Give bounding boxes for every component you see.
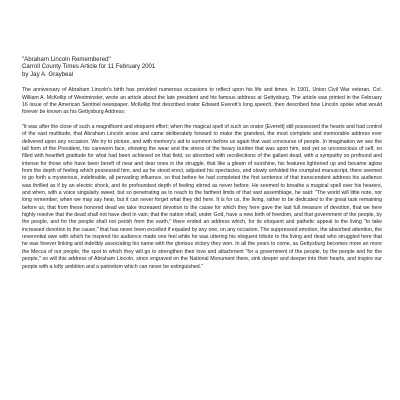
paragraph-intro: The anniversary of Abraham Lincoln's birth has provided numerous occasions to reflect upon his life and times. In 1901, Union Civil War veteran, Col. William A. McKellip of Westminster, wrote an article about the late president and his famous address at Gettysburg. The article was printed in the February 16 issue of the American Sentinel newspaper. McKellip first described orator Edward Everett's long speech, then described how Lincoln spoke what would forever be known as his Gettysburg Address: bbox=[22, 87, 382, 116]
article-header bbox=[22, 56, 382, 78]
article-byline: by Jay A. Graybeal bbox=[22, 70, 74, 78]
article-title: "Abraham Lincoln Remembered" bbox=[22, 56, 111, 63]
paragraph-quote: "It was after the close of such a magnificent and eloquent effort; when the magical spell of such an orator [Everett] still possessed the hearts and had control of the vast multitude, that Abraham Lincoln arose and came deliberately forward to make the grandest, the most complete and memorable address ever delivered upon any occasion. We try to picture, and with memory's aid to summon before us again that vast concourse of people. In imagination we see the tall form of the President, his careworn face, showing the wear and the stress of the heavy burden that was upon him, and yet so unconscious of self, so filled with heartfelt gratitude for what had been achieved on that field, so absorbed with recollections of the gallant dead, with a sympathy so profound and intense for those who have been bereft of near and dear ones in the struggle, that like a gleam of sunshine, his features lightened up and became aglow from the depth of feeling which possessed him, and as he stood erect, adjusted his spectacles, and slowly unfolded the crumpled manuscript, there seemed to go forth a mysterious, indefinable, all pervading influence, so that before he had completed the first sentence of that transcendent address his audience was thrilled as if by an electric shock, and its profoundest depth of feeling stirred as never before. He seemed to breathe a magical spell over his hearers, and when, with a voice singularly sweet, but so penetrating as to reach to the farthest limits of that vast assemblage, he said: "The world will little note, nor long remember, when we may say hear, but it can never forget what they did here. It is for us, the living, rather to be dedicated to the great task remaining before us, that from these honored dead we take increased devotion to the cause for which they here gave the last full measure of devotion, that we here highly resolve that the dead shall not have died in vain; that the nation shall, under God, have a new birth of freedom, and that government of the people, by the people, and for the people shall not perish from the earth," there ended an address which, for its eloquent and pathetic appeal to the living "to take increased devotion to the cause," that has never been excelled if equaled by any one, on any occasion. The suppressed emotion, the absorbed attention, the reverential awe with which he inspired his audience made one feel while he was uttering his eloquent tribute to the living and dead who struggled here that he was forever linking and indelibly associating his name with the glorious victory they won. In all the years to come, as Gettysburg becomes more an more the Mecca of our people, the spot to which they will go to strengthen their love and attachment "for a government of the people, by the people and for the people," so will this address of Abraham Lincoln, since engraved on the National Monument there, sink deeper and deeper into their hearts, and inspire our people with a lofty ambition and a patriotism which can never be extinguished." bbox=[22, 123, 382, 270]
document-page bbox=[22, 56, 382, 400]
article-subtitle: Carroll County Times Article for 11 February 2001 bbox=[22, 63, 156, 71]
paragraph-spacer bbox=[22, 117, 382, 124]
header-spacer bbox=[22, 78, 382, 87]
